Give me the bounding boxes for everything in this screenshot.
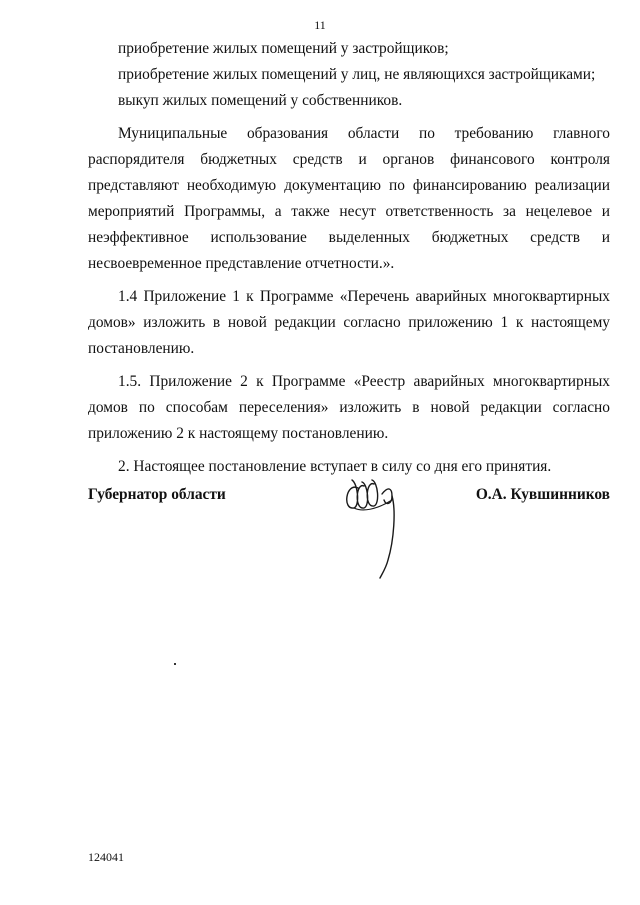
paragraph-clause-1-4: 1.4 Приложение 1 к Программе «Перечень аварийных многоквартирных домов» изложить в новой редакции согласно приложению 1 к настоящему постановлению.: [88, 288, 610, 357]
paragraph-clause-2: 2. Настоящее постановление вступает в силу со дня его принятия.: [118, 458, 552, 475]
handwritten-signature-icon: [336, 470, 416, 580]
signatory-title: Губернатор области: [88, 486, 226, 503]
page-number: 11: [314, 18, 326, 32]
paragraph-clause-1-5: 1.5. Приложение 2 к Программе «Реестр аварийных многоквартирных домов по способам переселения» изложить в новой редакции согласно приложению 2 к настоящему постановлению.: [88, 373, 610, 442]
paragraph-list-item-2: приобретение жилых помещений у лиц, не являющихся застройщиками;: [118, 66, 596, 83]
document-body: [88, 36, 610, 480]
document-code: 124041: [88, 850, 124, 864]
signatory-name: О.А. Кувшинников: [475, 486, 610, 503]
paragraph-list-item-1: приобретение жилых помещений у застройщиков;: [118, 40, 449, 57]
paragraph-municipal-responsibility: Муниципальные образования области по требованию главного распорядителя бюджетных средств и органов финансового контроля представляют необходимую документацию по финансированию реализации мероприятий Программы, а также несут ответственность за нецелевое и неэффективное использование выделенных бюджетных средств и несвоевременное представление отчетности.».: [88, 125, 610, 272]
stray-mark: [174, 663, 176, 665]
paragraph-list-item-3: выкуп жилых помещений у собственников.: [118, 92, 403, 109]
